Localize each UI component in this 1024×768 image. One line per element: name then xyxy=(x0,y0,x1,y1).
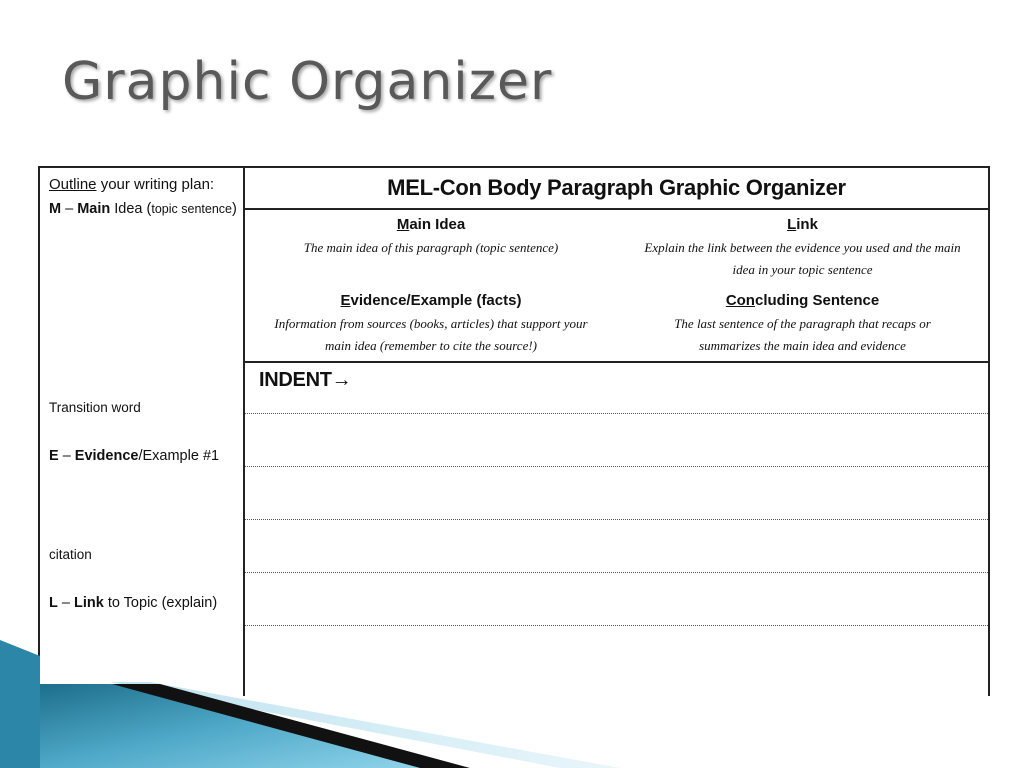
e-letter: E xyxy=(49,448,59,464)
concluding-desc-line2: summarizes the main idea and evidence xyxy=(699,338,906,353)
l-link-label xyxy=(49,595,217,611)
decorative-swoosh xyxy=(0,640,700,768)
evidence-desc-line2: main idea (remember to cite the source!) xyxy=(324,338,538,353)
citation-label: citation xyxy=(49,547,92,562)
l-letter: L xyxy=(49,595,58,611)
m-close: ) xyxy=(231,201,237,217)
slide-title: Graphic Organizer xyxy=(62,52,553,112)
cell-concluding xyxy=(617,292,988,357)
e-dash: – xyxy=(58,448,75,464)
e-rest: /Example #1 xyxy=(138,448,220,464)
writing-line xyxy=(245,625,988,626)
outline-rest: your writing plan: xyxy=(96,176,215,193)
m-dash: – xyxy=(61,201,78,217)
evidence-letter: E xyxy=(340,292,351,309)
writing-line xyxy=(245,572,988,573)
concluding-desc xyxy=(617,313,988,357)
concluding-desc-line1: The last sentence of the paragraph that recaps or xyxy=(674,316,931,331)
writing-line xyxy=(245,519,988,520)
link-desc-line1: Explain the link between the evidence you used and the main xyxy=(644,240,961,255)
cell-link xyxy=(617,216,988,281)
e-evidence-word: Evidence xyxy=(74,448,139,464)
l-rest: to Topic (explain) xyxy=(103,595,218,611)
m-topic-sentence: topic sentence xyxy=(151,202,232,216)
link-desc-line2: idea in your topic sentence xyxy=(732,262,873,277)
transition-word-label: Transition word xyxy=(49,400,141,415)
organizer-title: MEL-Con Body Paragraph Graphic Organizer xyxy=(387,175,846,200)
evidence-heading xyxy=(245,292,617,309)
main-idea-rest: ain Idea xyxy=(409,216,466,233)
organizer-worksheet xyxy=(38,166,990,696)
link-rest: ink xyxy=(796,216,818,233)
outline-word: Outline xyxy=(49,176,97,193)
m-main-idea-label xyxy=(49,201,237,217)
concluding-letters: Con xyxy=(725,292,755,309)
main-idea-desc: The main idea of this paragraph (topic sentence) xyxy=(303,240,559,255)
organizer-header xyxy=(245,166,988,210)
left-column xyxy=(38,166,243,696)
concluding-heading xyxy=(617,292,988,309)
writing-line xyxy=(245,413,988,414)
outline-instruction xyxy=(49,176,214,193)
link-desc xyxy=(617,237,988,281)
concluding-rest: cluding Sentence xyxy=(754,292,880,309)
main-idea-heading xyxy=(245,216,617,233)
cell-evidence xyxy=(245,292,617,357)
l-dash: – xyxy=(57,595,74,611)
writing-line xyxy=(245,466,988,467)
writing-area-border xyxy=(245,361,988,363)
indent-label: INDENT→ xyxy=(259,369,352,391)
link-heading xyxy=(617,216,988,233)
e-evidence-label xyxy=(49,448,219,464)
m-main-word: Main xyxy=(77,201,111,217)
evidence-rest: vidence/Example (facts) xyxy=(350,292,522,309)
evidence-desc-line1: Information from sources (books, articles) that support your xyxy=(274,316,588,331)
teal-band-left xyxy=(0,640,40,768)
main-idea-letter: M xyxy=(396,216,410,233)
evidence-desc xyxy=(245,313,617,357)
link-letter: L xyxy=(787,216,797,233)
m-letter: M xyxy=(49,201,62,217)
m-idea-word: Idea ( xyxy=(110,201,152,217)
cell-main-idea xyxy=(245,216,617,259)
l-link-word: Link xyxy=(73,595,104,611)
